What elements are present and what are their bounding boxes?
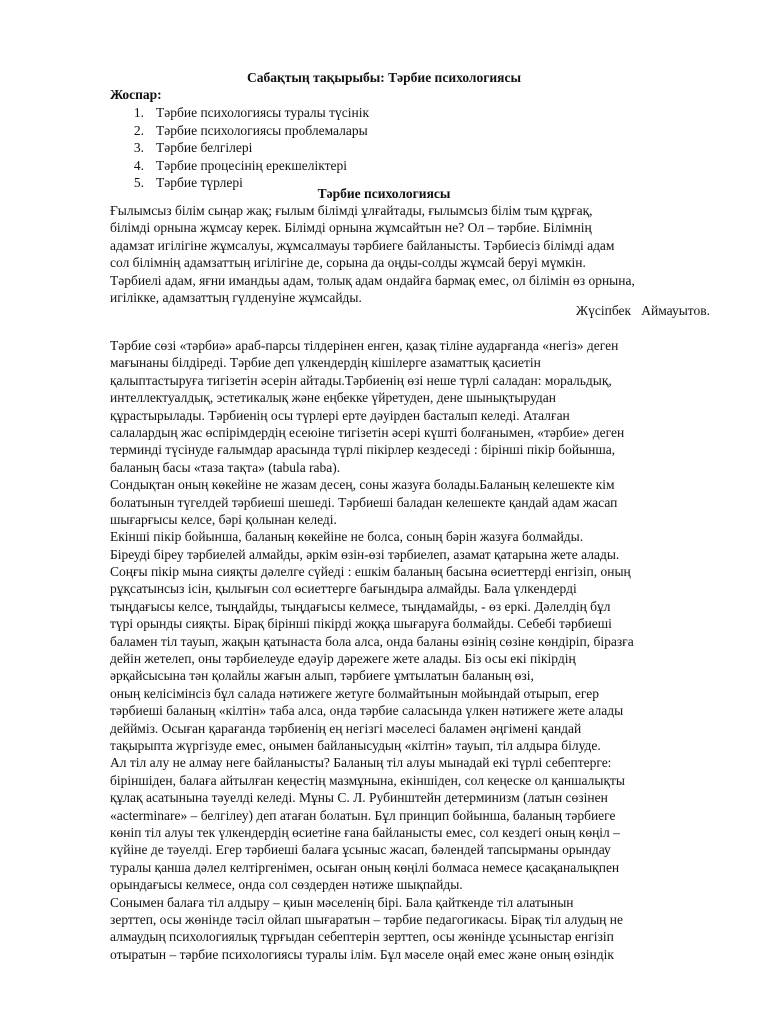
lesson-title: Сабақтың тақырыбы: Тәрбие психологиясы — [246, 70, 521, 85]
text-line: интеллектуалдық, эстетикалық және еңбекке үйретуден, дене шынықтырудан — [110, 390, 557, 406]
text-line: сол білімнің адамзаттың игілігіне де, сорына да оңды-солды жұмсай беруі мүмкін. — [110, 255, 586, 271]
plan-item-number: 2. — [133, 122, 144, 138]
text-line: шығарғысы келсе, бәрі қолынан келеді. — [110, 511, 337, 527]
text-line: алмаудың психологиялық тұрғыдан себептерін зерттеп, осы жөнінде ұсыныстар енгізіп — [110, 929, 614, 945]
text-line: күйіне де тәуелді. Егер тәрбиеші балаға ұсыныс жасап, бәлендей тапсырманы орындау — [110, 842, 611, 858]
section-title: Тәрбие психологиясы — [317, 186, 451, 201]
text-line: көніп тіл алуы тек үлкендердің өсиетіне ғана байланысты емес, сол кездегі оның көңіл – — [110, 824, 620, 840]
text-line: оның келісімінсіз бұл салада нәтижеге жетуге болмайтынын мойындай отырып, егер — [110, 685, 599, 701]
text-line: дейін жетелеп, оны тәрбиелеуде едәуір дәрежеге жете алады. Біз осы екі пікірдің — [110, 651, 576, 667]
plan-item-number: 1. — [133, 105, 144, 120]
text-line: Ал тіл алу не алмау неге байланысты? Баланың тіл алуы мынадай екі түрлі себептерге: — [110, 755, 612, 771]
body-text — [110, 337, 710, 963]
text-line: қалыптастыруға тигізетін әсерін айтады.Тәрбиенің өзі неше түрлі саладан: моральдық, — [110, 372, 612, 388]
text-line: деййміз. Осыған қарағанда тәрбиенің ең негізгі мәселесі баламен әңгімені қандай — [110, 720, 582, 736]
quote-author: Жүсіпбек Аймауытов. — [576, 303, 710, 318]
text-line: болатынын түгелдей тәрбиеші шешеді. Тәрбиеші баладан келешекте қандай адам жасап — [110, 494, 618, 510]
text-line: игілікке, адамзаттың гүлденуіне жұмсайды. — [110, 289, 362, 305]
text-line: Екінші пікір бойынша, баланың көкейіне не болса, соның бәрін жазуға болмайды. — [110, 529, 584, 545]
text-line: Тәрбиелі адам, яғни имандьы адам, толық адам ондайға бармақ емес, ол білімін өз орнына, — [110, 272, 635, 288]
text-line: Соңғы пікір мына сияқты дәлелге сүйеді : ешкім баланың басына өсиеттерді енгізіп, оның — [110, 564, 631, 580]
text-line: Сондықтан оның көкейіне не жазам десең, соны жазуға болады.Баланың келешекте кім — [110, 477, 615, 493]
text-line: білімді орнына жұмсау керек. Білімді орнына жұмсайтын не? Ол – тәрбие. Білімнің — [110, 220, 592, 236]
plan-item-number: 4. — [133, 157, 144, 173]
text-line: баланың басы «таза тақта» (tabula raba). — [110, 459, 341, 475]
text-line: Біреуді біреу тәрбиелей алмайды, әркім өзін-өзі тәрбиелеп, азамат қатарына жете алады. — [110, 546, 620, 562]
text-line: рұқсатынсыз ісін, қылығын сол өсиеттерге бағындыра алмайды. Бала үлкендерді — [110, 581, 577, 597]
text-line: құлақ асатынына тәуелді келеді. Мұны С. Л. Рубинштейн детерминизм (латын сөзінен — [110, 790, 608, 806]
text-line: адамзат игілігіне жұмсалуы, жұмсалмауы тәрбиеге байланысты. Тәрбиесіз білімді адам — [110, 237, 615, 253]
plan-list — [110, 104, 369, 192]
plan-item-text: Тәрбие процесінің ерекшеліктері — [156, 157, 347, 173]
text-line: отыратын – тәрбие психологиясы туралы ілім. Бұл мәселе оңай емес және оның өзіндік — [110, 946, 614, 962]
text-line: тақырыпта жүргізуде емес, онымен байланысудың «кілтін» тауып, тіл алдыра білуде. — [110, 737, 601, 753]
plan-item — [110, 157, 369, 175]
plan-label: Жоспар: — [110, 87, 162, 102]
plan-item — [110, 139, 369, 157]
text-line: түрі орынды сияқты. Бірақ бірінші пікірді жоққа шығаруға болмайды. Себебі тәрбиеші — [110, 616, 612, 632]
text-line: Тәрбие сөзі «тәрбиә» араб-парсы тілдерінен енген, қазақ тіліне аударғанда «негіз» деген — [110, 338, 619, 353]
text-line: баламен тіл тауып, жақын қатынаста бола алса, онда баланы өзінің сөзіне көндіріп, біразға — [110, 633, 634, 649]
plan-item-text: Тәрбие психологиясы проблемалары — [156, 122, 368, 138]
text-line: әрқайсысына тән қолайлы жағын алып, тәрбиеге ұмтылатын баланың өзі, — [110, 668, 534, 684]
text-line: зерттеп, осы жөнінде тәсіл ойлап шығаратын – тәрбие педагогикасы. Бірақ тіл алудың не — [110, 911, 623, 927]
plan-item-number: 3. — [133, 140, 144, 155]
text-line: тыңдағысы келсе, тыңдайды, тыңдағысы келмесе, тыңдамайды, - өз еркі. Дәлелдің бұл — [110, 598, 611, 614]
plan-item — [110, 122, 369, 140]
plan-item — [110, 104, 369, 122]
text-line: тәрбиеші баланың «кілтін» таба алса, онда тәрбие саласында үлкен нәтижеге жете алады — [110, 703, 624, 719]
text-line: Ғылымсыз білім сыңар жақ; ғылым білімді ұлғайтады, ғылымсыз білім тым құрғақ, — [110, 203, 593, 218]
text-line: құрастырылады. Тәрбиенің осы түрлері ерте дәуірден басталып келеді. Аталған — [110, 407, 570, 423]
text-line: туралы қанша дәлел келтіргенімен, осыған оның көңілі болмаса немесе қасақаналықпен — [110, 859, 620, 875]
text-line: Сонымен балаға тіл алдыру – қиын мәселенің бірі. Бала қайткенде тіл алатынын — [110, 894, 574, 910]
text-line: орындағысы келмесе, онда сол сөздерден нәтиже шықпайды. — [110, 877, 463, 893]
plan-item-text: Тәрбие түрлері — [156, 175, 243, 190]
text-line: «acterminare» – белгілеу) деп атаған болатын. Бұл принцип бойынша, баланың тәрбиеге — [110, 807, 616, 823]
text-line: терминді түсінуде ғалымдар арасында түрлі пікірлер кездеседі : бірінші пікір бойынша, — [110, 442, 616, 458]
plan-item-number: 5. — [133, 175, 144, 190]
epigraph-quote — [110, 202, 710, 306]
plan-item-text: Тәрбие психологиясы туралы түсінік — [156, 105, 370, 120]
text-line: мағынаны білдіреді. Тәрбие деп үлкендердің кішілерге азаматтық қасиетін — [110, 355, 541, 371]
text-line: біріншіден, балаға айтылған кеңестің мазмұнына, екіншіден, сол кеңеске ол қаншалықты — [110, 772, 625, 788]
text-line: салалардың жас өспірімдердің есеюіне тигізетін әсері күшті болғанымен, «тәрбие» деген — [110, 424, 625, 440]
plan-item-text: Тәрбие белгілері — [156, 140, 253, 155]
